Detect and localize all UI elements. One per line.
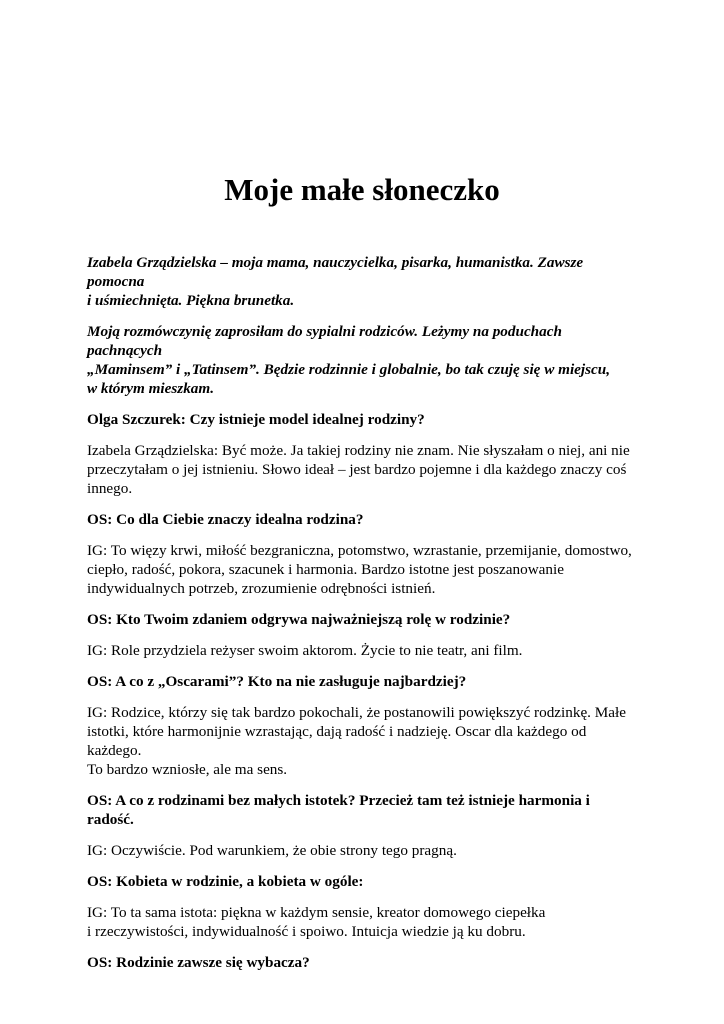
intro-paragraph: Moją rozmówczynię zaprosiłam do sypialni rodziców. Leżymy na poduchach pachnących „Maminsem” i „Tatinsem”. Będzie rodzinnie i globalnie, bo tak czuję się w miejscu, w którym mieszkam. <box>87 323 611 397</box>
article-body <box>87 253 639 984</box>
interview-question: OS: Kobieta w rodzinie, a kobieta w ogóle: <box>87 873 364 890</box>
interview-answer: IG: Oczywiście. Pod warunkiem, że obie strony tego pragną. <box>87 842 457 859</box>
interview-question: OS: A co z „Oscarami”? Kto na nie zasługuje najbardziej? <box>87 673 467 690</box>
interview-answer: IG: To ta sama istota: piękna w każdym sensie, kreator domowego ciepełka i rzeczywistości, indywidualność i spoiwo. Intuicja wiedzie ją ku dobru. <box>87 904 546 940</box>
interview-answer: IG: To więzy krwi, miłość bezgraniczna, potomstwo, wzrastanie, przemijanie, domostwo, ciepło, radość, pokora, szacunek i harmonia. Bardzo istotne jest poszanowanie indywidualnych potrzeb, zrozumienie odrębności istnień. <box>87 542 632 597</box>
interview-question: OS: A co z rodzinami bez małych istotek? Przecież tam też istnieje harmonia i radość. <box>87 792 590 828</box>
interview-question: OS: Co dla Ciebie znaczy idealna rodzina? <box>87 511 364 528</box>
interview-question: OS: Kto Twoim zdaniem odgrywa najważniejszą rolę w rodzinie? <box>87 611 511 628</box>
interview-answer: IG: Role przydziela reżyser swoim aktorom. Życie to nie teatr, ani film. <box>87 642 523 659</box>
intro-paragraph: Izabela Grządzielska – moja mama, nauczycielka, pisarka, humanistka. Zawsze pomocna i uśmiechnięta. Piękna brunetka. <box>87 254 584 309</box>
interview-answer: IG: Rodzice, którzy się tak bardzo pokochali, że postanowili powiększyć rodzinkę. Małe istotki, które harmonijnie wzrastając, dają radość i nadzieję. Oscar dla każdego od każdego. To bardzo wzniosłe, ale ma sens. <box>87 704 626 778</box>
interview-question: OS: Rodzinie zawsze się wybacza? <box>87 954 310 971</box>
interview-answer: Izabela Grządzielska: Być może. Ja takiej rodziny nie znam. Nie słyszałam o niej, ani nie przeczytałam o jej istnieniu. Słowo ideał – jest bardzo pojemne i dla każdego znaczy coś innego. <box>87 442 630 497</box>
document-title: Moje małe słoneczko <box>224 172 500 207</box>
interview-question: Olga Szczurek: Czy istnieje model idealnej rodziny? <box>87 411 425 428</box>
